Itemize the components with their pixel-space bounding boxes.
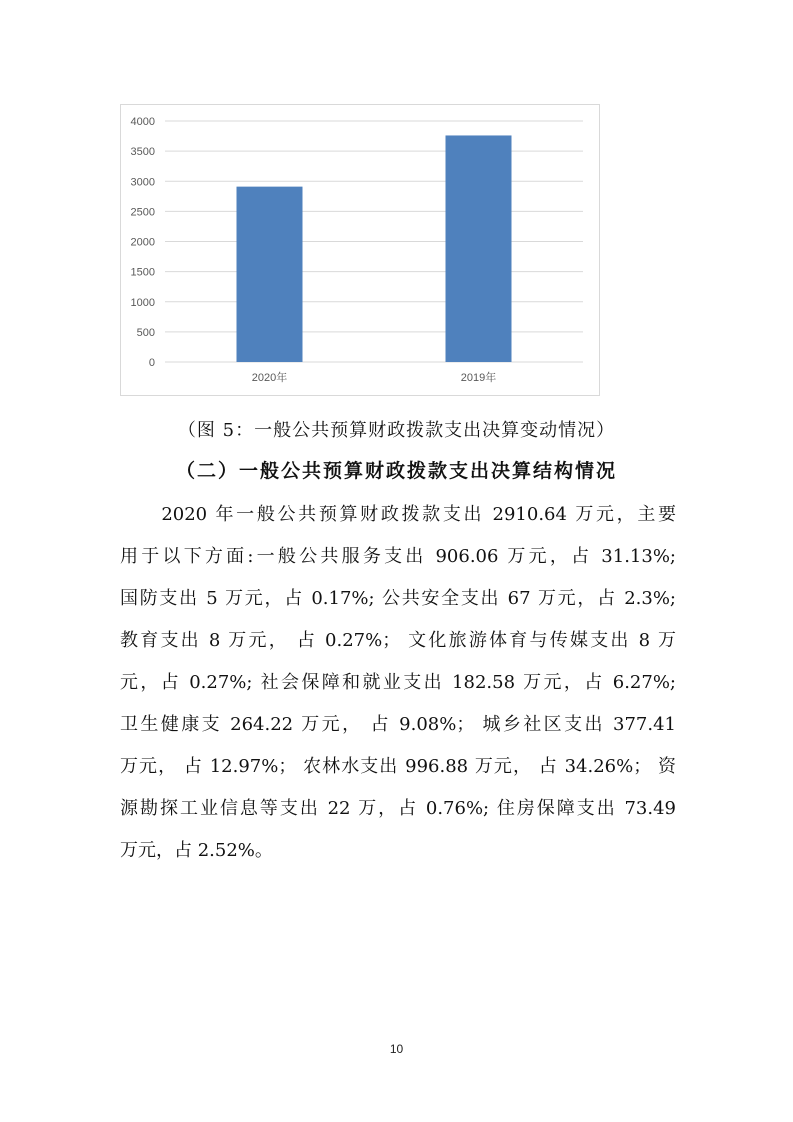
body-line: 教育支出 8 万元， 占 0.27%； 文化旅游体育与传媒支出 8 万 <box>120 630 676 651</box>
body-line: 用于以下方面:一般公共服务支出 906.06 万元，占 31.13%; <box>120 546 676 567</box>
y-tick-label: 2500 <box>130 206 155 219</box>
chart-canvas <box>121 105 599 395</box>
y-tick-label: 1000 <box>130 296 155 309</box>
y-tick-label: 4000 <box>130 116 155 128</box>
y-tick-label: 1500 <box>130 266 155 279</box>
y-tick-label: 500 <box>136 326 155 339</box>
x-tick-label: 2019年 <box>460 372 497 384</box>
section-heading: （二）一般公共预算财政拨款支出决算结构情况 <box>175 460 617 482</box>
body-line: 万元，占 2.52%。 <box>120 840 273 861</box>
body-line: 卫生健康支 264.22 万元， 占 9.08%； 城乡社区支出 377.41 <box>120 714 676 735</box>
figure-caption: （图 5：一般公共预算财政拨款支出决算变动情况） <box>177 420 616 441</box>
y-tick-label: 2000 <box>130 236 155 249</box>
y-tick-label: 3500 <box>130 146 155 159</box>
x-tick-label: 2020年 <box>251 372 288 384</box>
body-line: 元，占 0.27%; 社会保障和就业支出 182.58 万元，占 6.27%; <box>120 672 676 693</box>
body-line: 源勘探工业信息等支出 22 万，占 0.76%; 住房保障支出 73.49 <box>120 798 676 819</box>
body-line: 国防支出 5 万元，占 0.17%; 公共安全支出 67 万元，占 2.3%; <box>120 588 676 609</box>
body-paragraph <box>120 494 676 872</box>
y-tick-label: 3000 <box>130 176 155 189</box>
y-tick-label: 0 <box>148 357 155 369</box>
bar <box>446 135 512 362</box>
bar <box>237 187 303 362</box>
body-line: 2020 年一般公共预算财政拨款支出 2910.64 万元，主要 <box>120 504 676 525</box>
page-number: 10 <box>389 1042 404 1056</box>
bar-chart <box>120 104 600 396</box>
body-line: 万元， 占 12.97%； 农林水支出 996.88 万元， 占 34.26%； 资 <box>120 756 676 777</box>
